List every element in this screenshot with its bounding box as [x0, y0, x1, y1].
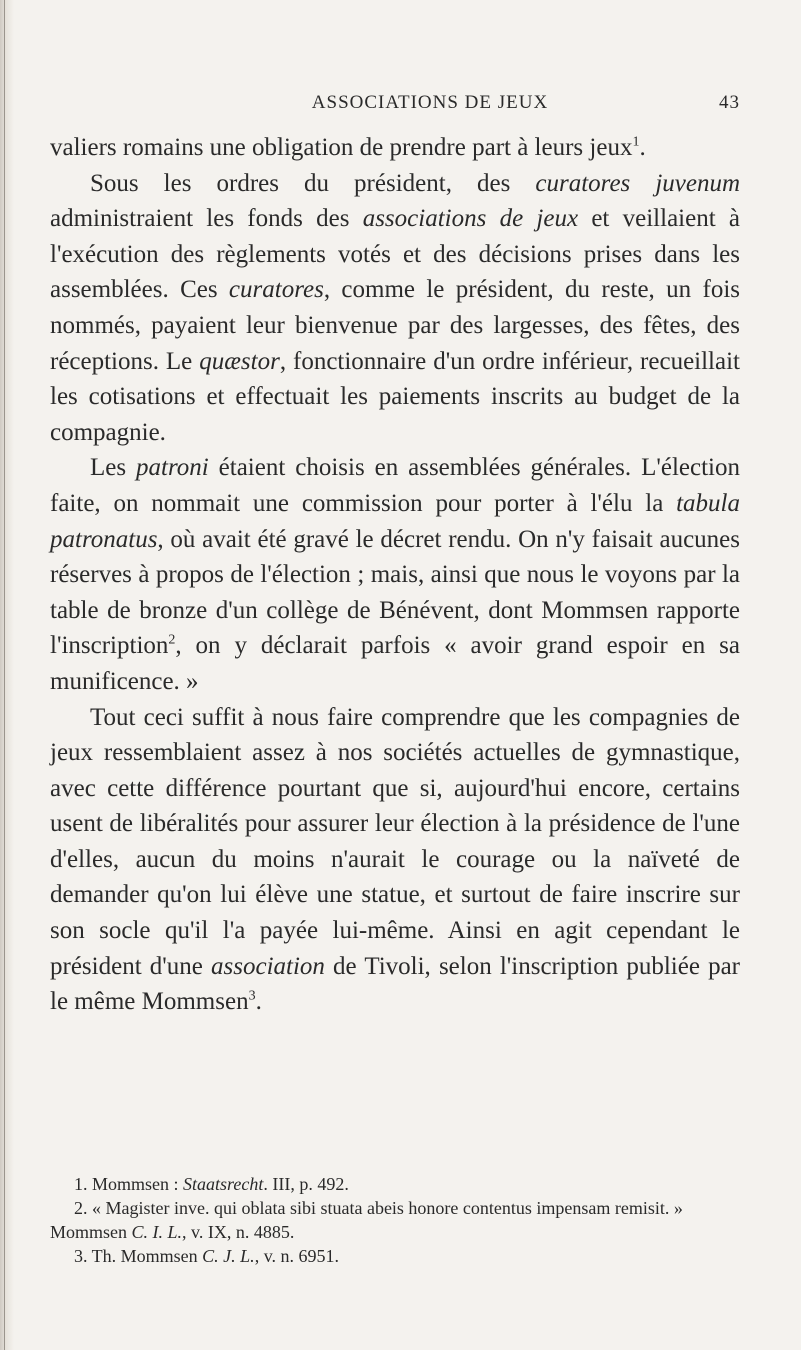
footnote-2: 2. « Magister inve. qui oblata sibi stuata abeis honore contentus impensam remisit. » Mommsen C. I. L., v. IX, n. 4885. [50, 1198, 683, 1242]
body-text [50, 130, 740, 1020]
paragraph-2: Sous les ordres du président, des curatores juvenum administraient les fonds des associations de jeux et veillaient à l'exécution des règlements votés et des décisions prises dans les assemblées. Ces curatores, comme le président, du reste, un fois nommés, payaient leur bienvenue par des largesses, des fêtes, des réceptions. Le quæstor, fonctionnaire d'un ordre inférieur, recueillait les cotisations et effectuait les paiements inscrits au budget de la compagnie. [50, 169, 741, 446]
page-header [120, 92, 740, 122]
running-title: ASSOCIATIONS DE JEUX [311, 92, 549, 113]
footnotes [50, 1172, 740, 1268]
page-number: 43 [719, 92, 740, 113]
paragraph-3: Les patroni étaient choisis en assemblées générales. L'élection faite, on nommait une commission pour porter à l'élu la tabula patronatus, où avait été gravé le décret rendu. On n'y faisait aucunes réserves à propos de l'élection ; mais, ainsi que nous le voyons par la table de bronze d'un collège de Bénévent, dont Mommsen rapporte l'inscription$^2$, on y déclarait parfois « avoir grand espoir en sa munificence. » [50, 454, 740, 695]
paragraph-1: valiers romains une obligation de prendre part à leurs jeux$^1$. [50, 134, 646, 161]
footnote-1: 1. Mommsen : Staatsrecht. III, p. 492. [74, 1174, 349, 1194]
footnote-ref-3: 3 [248, 988, 256, 1004]
paragraph-4: Tout ceci suffit à nous faire comprendre que les compagnies de jeux ressemblaient assez à nos sociétés actuelles de gymnastique, avec cette différence pourtant que si, aujourd'hui encore, certains usent de libéralités pour assurer leur élection à la présidence de l'une d'elles, aucun du moins n'aurait le courage ou la naïveté de demander qu'on lui élève une statue, et surtout de faire inscrire sur son socle qu'il l'a payée lui-même. Ainsi en agit cependant le président d'une association de Tivoli, selon l'inscription publiée par le même Mommsen$^3$. [50, 703, 740, 1016]
footnote-ref-1: 1 [632, 134, 640, 150]
page-edge-shadow [0, 0, 14, 1350]
footnote-ref-2: 2 [168, 632, 176, 648]
footnote-3: 3. Th. Mommsen C. J. L., v. n. 6951. [74, 1246, 340, 1266]
page-edge-line [4, 0, 5, 1350]
